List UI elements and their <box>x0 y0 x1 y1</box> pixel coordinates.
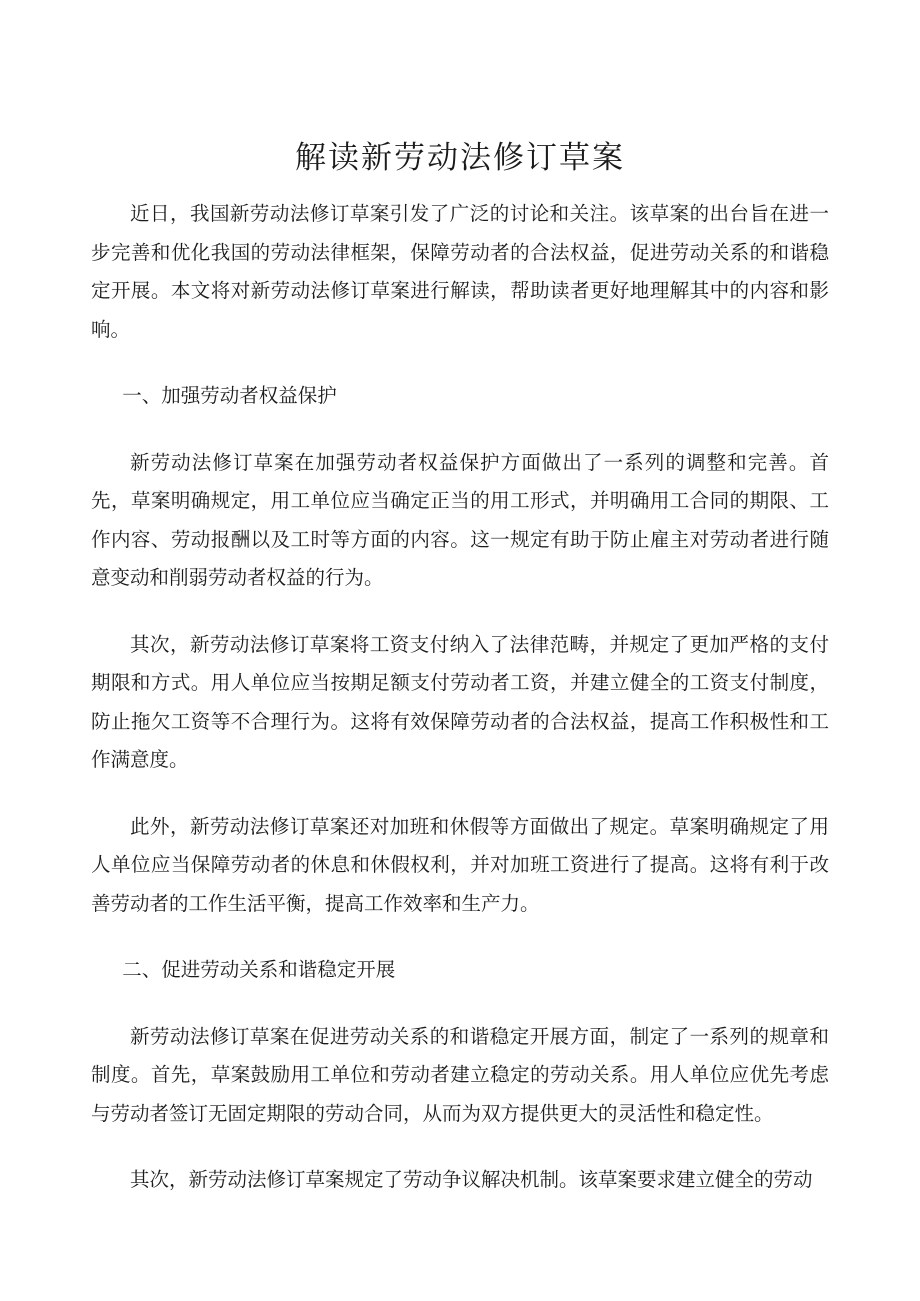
section-heading-2: 二、促进劳动关系和谐稳定开展 <box>122 958 396 981</box>
paragraph-relations-1: 新劳动法修订草案在促进劳动关系的和谐稳定开展方面，制定了一系列的规章和制度。首先，草案鼓励用工单位和劳动者建立稳定的劳动关系。用人单位应优先考虑与劳动者签订无固定期限的劳动合同，从而为双方提供更大的灵活性和稳定性。 <box>91 1024 829 1125</box>
paragraph-relations-2: 其次，新劳动法修订草案规定了劳动争议解决机制。该草案要求建立健全的劳动 <box>130 1168 813 1191</box>
document-title: 解读新劳动法修订草案 <box>295 140 625 176</box>
document-body <box>91 195 829 1228</box>
paragraph-intro: 近日，我国新劳动法修订草案引发了广泛的讨论和关注。该草案的出台旨在进一步完善和优化我国的劳动法律框架，保障劳动者的合法权益，促进劳动关系的和谐稳定开展。本文将对新劳动法修订草案进行解读，帮助读者更好地理解其中的内容和影响。 <box>91 202 829 341</box>
paragraph-rights-2: 其次，新劳动法修订草案将工资支付纳入了法律范畴，并规定了更加严格的支付期限和方式。用人单位应当按期足额支付劳动者工资，并建立健全的工资支付制度，防止拖欠工资等不合理行为。这将有效保障劳动者的合法权益，提高工作积极性和工作满意度。 <box>91 632 829 771</box>
section-heading-1: 一、加强劳动者权益保护 <box>122 384 337 407</box>
paragraph-rights-1: 新劳动法修订草案在加强劳动者权益保护方面做出了一系列的调整和完善。首先，草案明确规定，用工单位应当确定正当的用工形式，并明确用工合同的期限、工作内容、劳动报酬以及工时等方面的内容。这一规定有助于防止雇主对劳动者进行随意变动和削弱劳动者权益的行为。 <box>91 450 829 589</box>
paragraph-rights-3: 此外，新劳动法修订草案还对加班和休假等方面做出了规定。草案明确规定了用人单位应当保障劳动者的休息和休假权利，并对加班工资进行了提高。这将有利于改善劳动者的工作生活平衡，提高工作效率和生产力。 <box>91 814 829 915</box>
